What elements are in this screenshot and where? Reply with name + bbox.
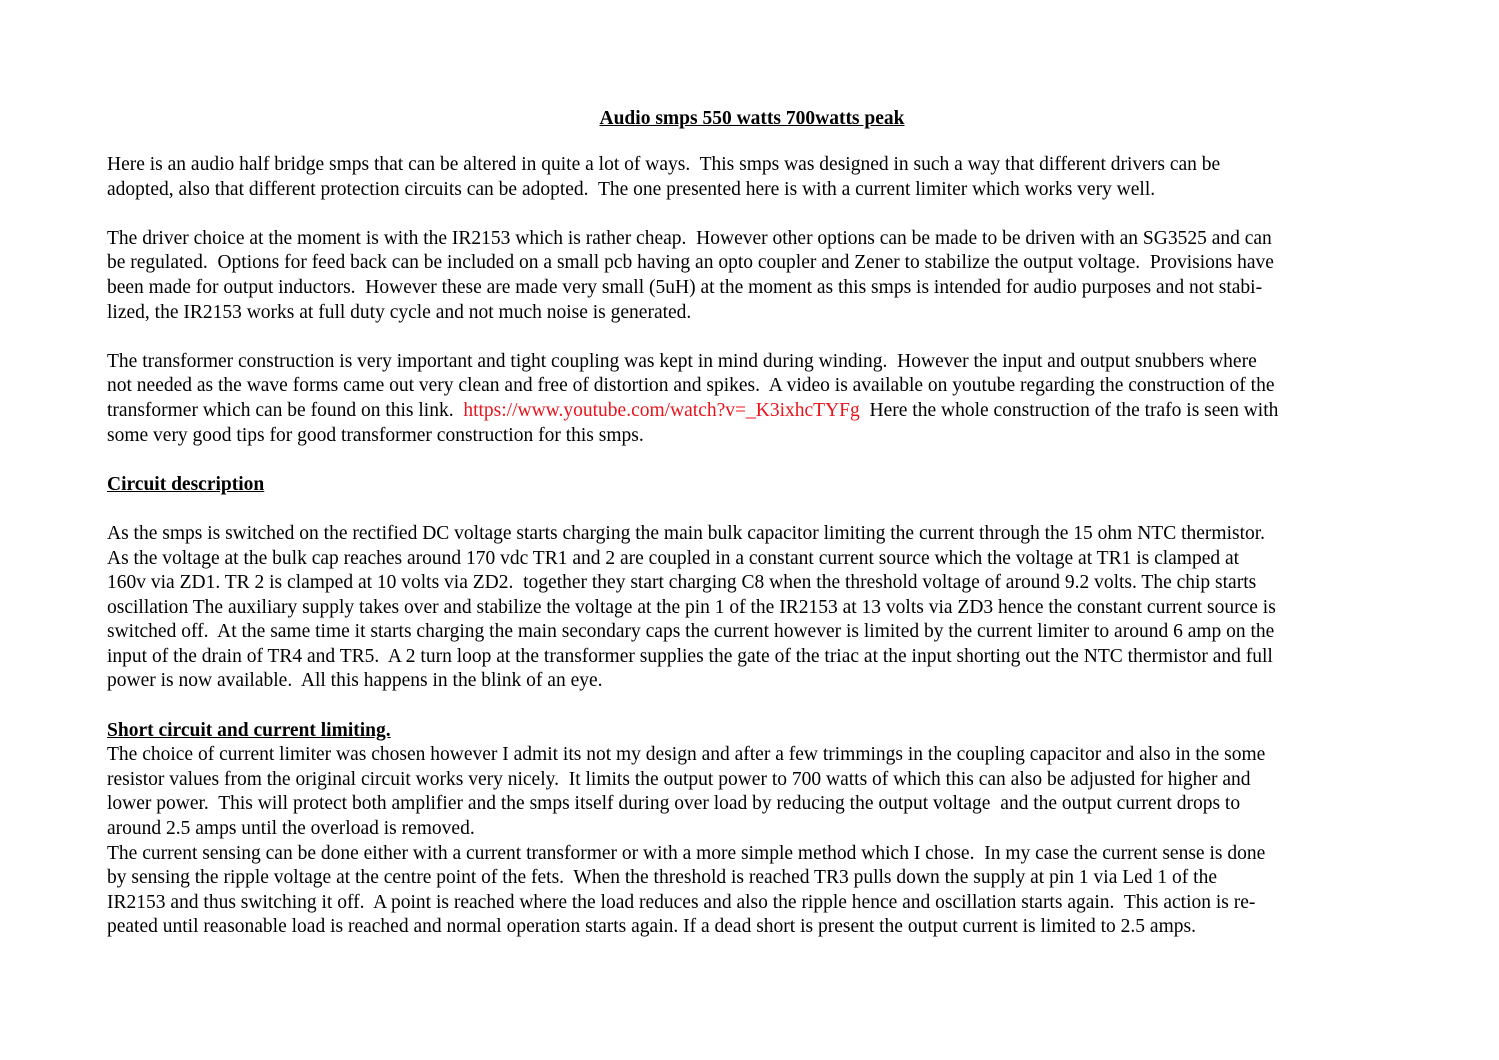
youtube-link[interactable]: https://www.youtube.com/watch?v=_K3ixhcTYFg [463,399,860,421]
short-circuit-paragraph [107,743,1397,940]
text-line: oscillation The auxiliary supply takes over and stabilize the voltage at the pin 1 of the IR2153 at 13 volts via ZD3 hence the constant current source is [107,596,1276,618]
text-line: be regulated. Options for feed back can be included on a small pcb having an opto coupler and Zener to stabilize the output voltage. Provisions have [107,252,1274,274]
document-title: Audio smps 550 watts 700watts peak [599,108,905,129]
text-line: input of the drain of TR4 and TR5. A 2 turn loop at the transformer supplies the gate of the triac at the input shorting out the NTC thermistor and full [107,645,1273,667]
text-line: The choice of current limiter was chosen however I admit its not my design and after a few trimmings in the coupling capacitor and also in the some [107,744,1266,766]
text-line: adopted, also that different protection circuits can be adopted. The one presented here is with a current limiter which works very well. [107,178,1156,200]
intro-paragraph [107,153,1397,202]
short-circuit-heading: Short circuit and current limiting. [107,719,391,741]
text-line: peated until reasonable load is reached and normal operation starts again. If a dead short is present the output current is limited to 2.5 amps. [107,916,1196,938]
text-line [107,399,1397,424]
text-line: Here is an audio half bridge smps that can be altered in quite a lot of ways. This smps was designed in such a way that different drivers can be [107,154,1221,175]
text-segment: transformer which can be found on this link. [107,399,464,421]
driver-paragraph [107,227,1397,325]
text-line: 160v via ZD1. TR 2 is clamped at 10 volts via ZD2. together they start charging C8 when the threshold voltage of around 9.2 volts. The chip starts [107,572,1257,594]
text-line: lower power. This will protect both amplifier and the smps itself during over load by reducing the output voltage and the output current drops to [107,793,1241,815]
text-line: The transformer construction is very important and tight coupling was kept in mind during winding. However the input and output snubbers where [107,350,1257,372]
text-line: IR2153 and thus switching it off. A point is reached where the load reduces and also the ripple hence and oscillation starts again. This action is re- [107,891,1256,913]
document-page [107,105,1397,940]
text-line: The driver choice at the moment is with the IR2153 which is rather cheap. However other options can be made to be driven with an SG3525 and can [107,227,1272,249]
text-line: The current sensing can be done either with a current transformer or with a more simple method which I chose. In my case the current sense is done [107,842,1266,864]
text-line: As the smps is switched on the rectified DC voltage starts charging the main bulk capacitor limiting the current through the 15 ohm NTC thermistor. [107,522,1266,544]
text-line: not needed as the wave forms came out very clean and free of distortion and spikes. A video is available on youtube regarding the construction of the [107,375,1275,397]
text-line: around 2.5 amps until the overload is removed. [107,818,475,840]
text-line: been made for output inductors. However these are made very small (5uH) at the moment as this smps is intended for audio purposes and not stabi- [107,276,1263,298]
circuit-description-heading: Circuit description [107,473,265,495]
text-line: some very good tips for good transformer construction for this smps. [107,424,644,446]
text-line: power is now available. All this happens in the blink of an eye. [107,670,603,692]
text-segment: Here the whole construction of the trafo is seen with [859,399,1279,421]
transformer-paragraph [107,350,1397,448]
text-line: by sensing the ripple voltage at the centre point of the fets. When the threshold is reached TR3 pulls down the supply at pin 1 via Led 1 of the [107,867,1217,889]
text-line: lized, the IR2153 works at full duty cycle and not much noise is generated. [107,301,692,323]
circuit-paragraph [107,522,1397,694]
text-line: resistor values from the original circuit works very nicely. It limits the output power to 700 watts of which this can also be adjusted for higher and [107,768,1251,790]
text-line: As the voltage at the bulk cap reaches around 170 vdc TR1 and 2 are coupled in a constant current source which the voltage at TR1 is clamped at [107,547,1240,569]
text-line: switched off. At the same time it starts charging the main secondary caps the current however is limited by the current limiter to around 6 amp on the [107,621,1275,643]
